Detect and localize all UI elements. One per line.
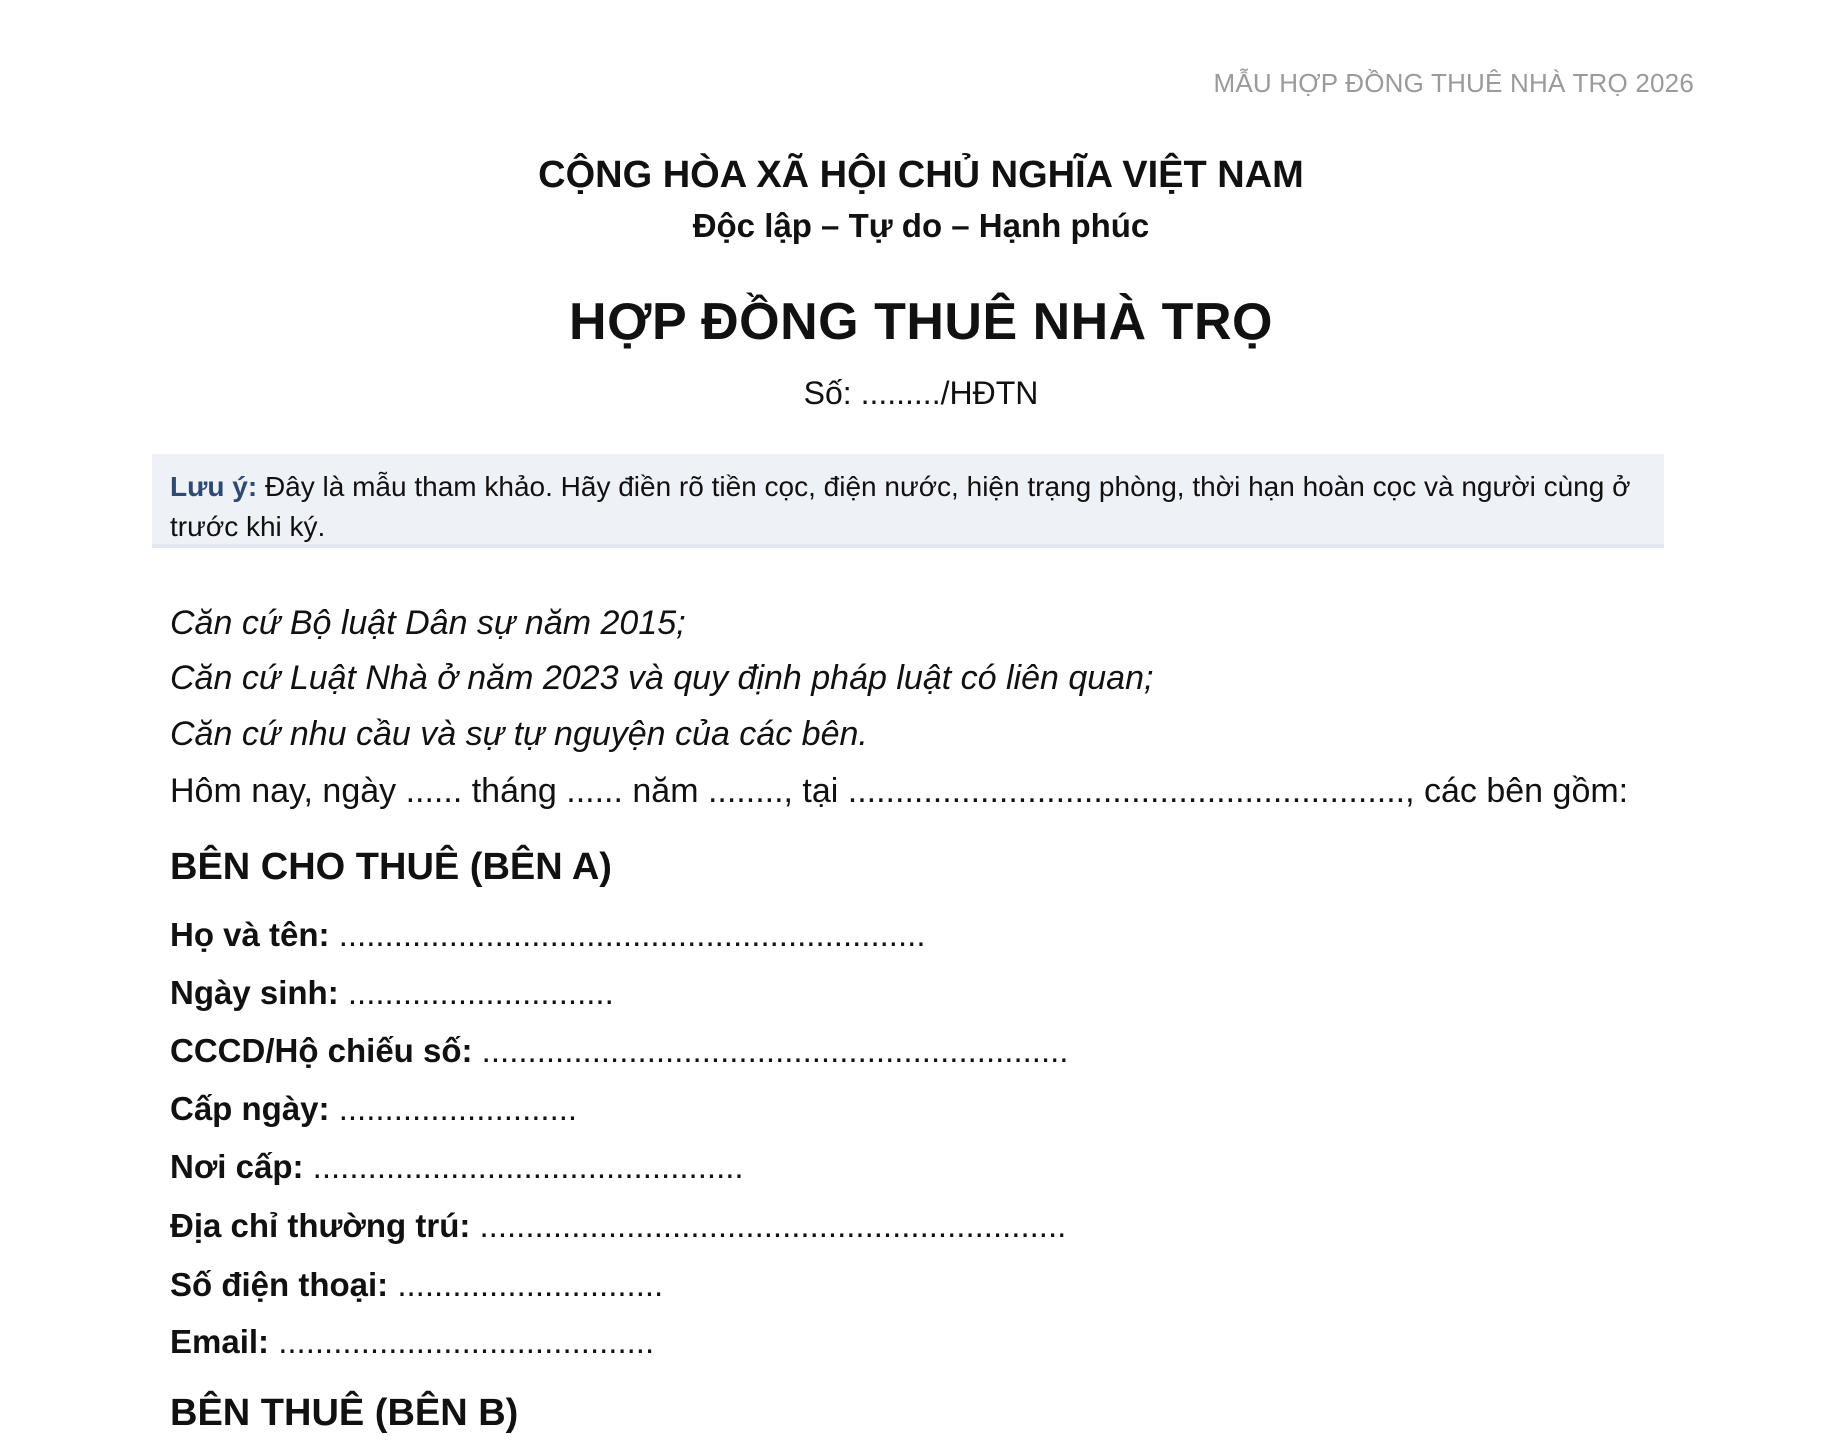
field-label: Số điện thoại: (170, 1266, 389, 1303)
field-blank: ................................................................ (329, 916, 926, 953)
field-issue-date (170, 1090, 577, 1128)
document-title: HỢP ĐỒNG THUÊ NHÀ TRỌ (569, 293, 1273, 351)
field-blank: ................................................................ (472, 1032, 1069, 1069)
field-full-name (170, 916, 925, 954)
party-a-heading: BÊN CHO THUÊ (BÊN A) (170, 846, 612, 888)
field-permanent-address (170, 1207, 1066, 1245)
field-label: Họ và tên: (170, 916, 330, 953)
national-name: CỘNG HÒA XÃ HỘI CHỦ NGHĨA VIỆT NAM (538, 154, 1304, 196)
party-b-heading: BÊN THUÊ (BÊN B) (170, 1392, 519, 1434)
field-blank: ......................................... (269, 1323, 655, 1360)
field-label: Cấp ngày: (170, 1090, 330, 1127)
field-blank: ................................................................ (470, 1207, 1067, 1244)
field-issue-place (170, 1148, 744, 1186)
field-blank: ............................. (338, 974, 614, 1011)
legal-basis: Căn cứ Bộ luật Dân sự năm 2015; (170, 604, 686, 642)
field-phone (170, 1266, 663, 1304)
field-blank: .......................... (329, 1090, 578, 1127)
field-label: Địa chỉ thường trú: (170, 1207, 471, 1244)
field-blank: ............................................... (303, 1148, 744, 1185)
field-label: Nơi cấp: (170, 1148, 304, 1185)
document-number: Số: ........./HĐTN (803, 375, 1039, 411)
field-label: Email: (170, 1323, 270, 1360)
national-motto: Độc lập – Tự do – Hạnh phúc (692, 207, 1150, 244)
legal-basis: Căn cứ nhu cầu và sự tự nguyện của các bên. (170, 715, 868, 753)
field-date-of-birth (170, 974, 614, 1012)
note-label: Lưu ý: (170, 471, 258, 502)
field-email (170, 1323, 654, 1361)
legal-basis: Căn cứ Luật Nhà ở năm 2023 và quy định pháp luật có liên quan; (170, 659, 1154, 697)
header-tag: MẪU HỢP ĐỒNG THUÊ NHÀ TRỌ 2026 (1213, 68, 1694, 98)
field-label: Ngày sinh: (170, 974, 339, 1011)
intro-line: Hôm nay, ngày ...... tháng ...... năm ........, tại ..........................................................., các bên gồm: (170, 772, 1629, 810)
field-id-number (170, 1032, 1068, 1070)
field-blank: ............................. (388, 1266, 664, 1303)
note-box (152, 454, 1664, 548)
field-label: CCCD/Hộ chiếu số: (170, 1032, 473, 1069)
note-text: Đây là mẫu tham khảo. Hãy điền rõ tiền cọc, điện nước, hiện trạng phòng, thời hạn hoàn cọc và người cùng ở trước khi ký. (170, 471, 1631, 542)
